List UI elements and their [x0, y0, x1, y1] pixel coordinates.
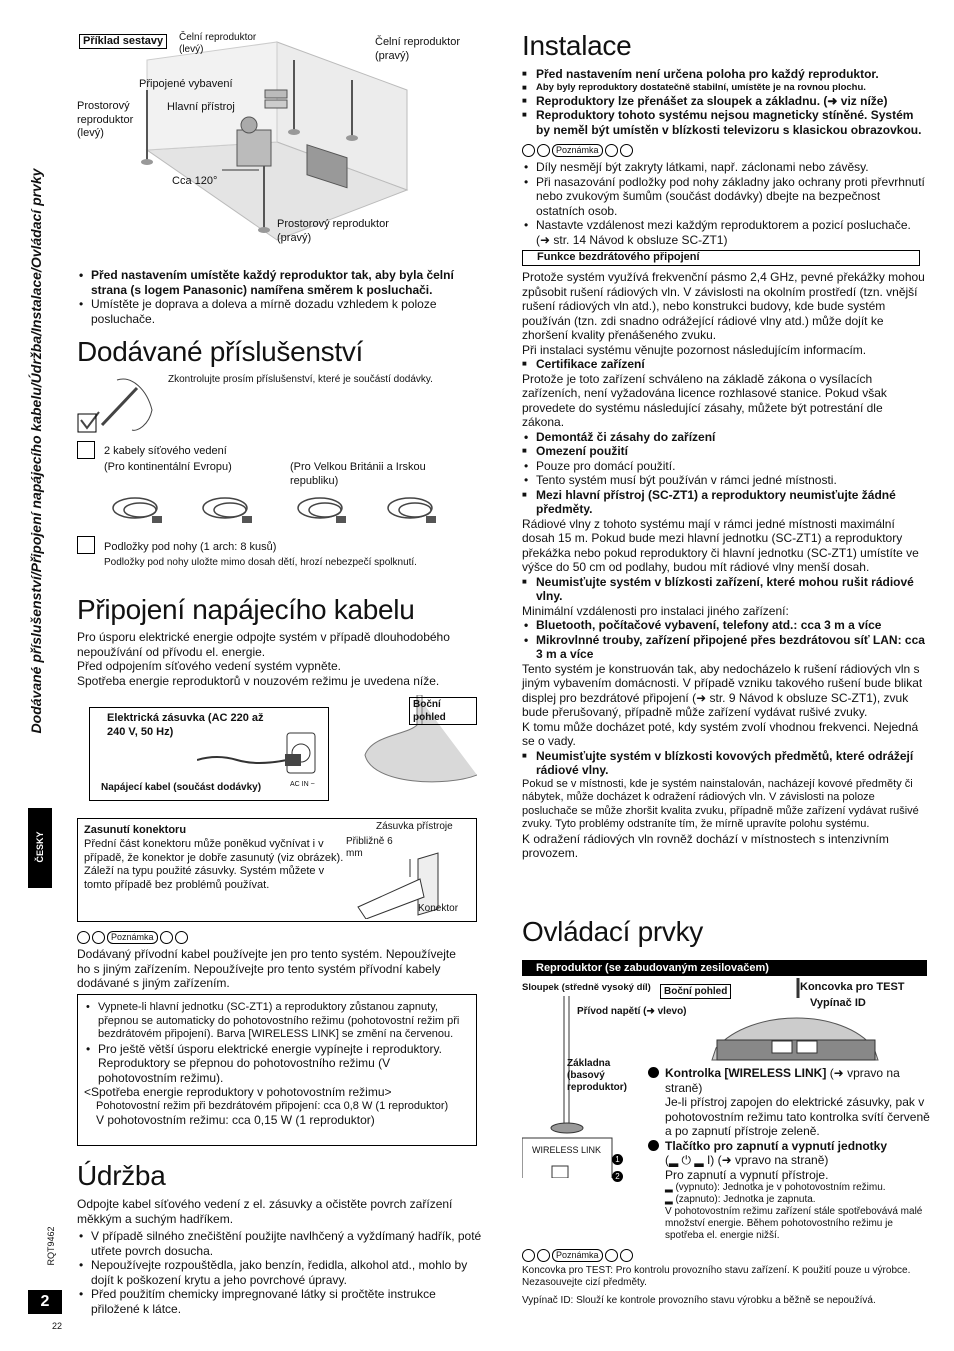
control-1-ref: (➜ vpravo na straně) — [665, 1066, 900, 1095]
power-intro — [77, 630, 477, 688]
approx-label: Přibližně 6 mm — [346, 836, 393, 859]
note-label: Poznámka — [107, 931, 158, 944]
surround-right-label: Prostorový reproduktor (pravý) — [277, 218, 389, 244]
control-2-heading: Tlačítko pro zapnutí a vypnutí jednotky — [665, 1138, 888, 1153]
connected-equipment-label: Připojené vybavení — [139, 78, 233, 90]
side-tab — [0, 0, 63, 1351]
insert-text: Přední část konektoru může poněkud vyčnívat i v případě, že konektor je dobře zasunutý (viz obrázek). Záleží na typu použité zásuvky. Systém můžete v tomto případě bez problémů používat. — [84, 838, 344, 891]
example-setup — [77, 30, 487, 260]
wireless-box-title: Funkce bezdrátového připojení — [522, 250, 920, 266]
ac-in-label: AC IN ~ — [290, 781, 315, 788]
controls-descriptions — [648, 1066, 930, 1242]
controls-side-view-label: Boční pohled — [660, 984, 731, 999]
standby-wireless: Pohotovostní režim při bezdrátovém připojení: cca 0,8 W (1 reproduktor) — [96, 1099, 449, 1112]
maintenance-bullet-3: • Před použitím chemicky impregnované látky si pročtěte instrukce přiložené k látce. — [77, 1287, 482, 1316]
controls-note-tag — [522, 1248, 633, 1262]
power-in-label: Přívod napětí (➜ vlevo) — [577, 1006, 687, 1017]
language-label: ČESKY — [35, 831, 45, 863]
control-1 — [648, 1066, 930, 1139]
wireless-body — [522, 270, 927, 861]
note-circle — [537, 144, 550, 157]
insert-title: Zasunutí konektoru — [84, 824, 187, 836]
cert-bullet: • Demontáž či zásahy do zařízení — [522, 430, 927, 445]
page-small: 22 — [52, 1321, 63, 1331]
power-note-tag — [77, 930, 188, 944]
continental-label: (Pro kontinentální Evropu) — [104, 461, 232, 473]
note-label: Poznámka — [552, 144, 603, 157]
cable-illustration — [197, 750, 307, 770]
metal-heading: ■ Neumisťujte systém v blízkosti kovových předmětů, které odrážejí rádiové vlny. — [522, 749, 927, 778]
metal-text-2: K odražení rádiových vln rovněž dochází v místnostech s intenzivním provozem. — [522, 831, 889, 860]
control-2-ref: (▂ ⏻ ▂ I) (➜ vpravo na straně) — [665, 1153, 829, 1167]
cables-label: 2 kabely síťového vedení — [104, 445, 227, 457]
controls-title: Ovládací prvky — [522, 916, 703, 947]
note-circle — [92, 931, 105, 944]
power-p1: Pro úsporu elektrické energie odpojte systém v případě dlouhodobého nepoužívání od přívodu el. energie. — [77, 630, 450, 659]
pads-warning: Podložky pod nohy uložte mimo dosah dětí, hrozí nebezpečí spolknutí. — [104, 557, 417, 568]
note-circle — [537, 1249, 550, 1262]
example-notes — [77, 268, 482, 326]
power-diagram — [77, 695, 477, 810]
install-note-1: • Díly nesmějí být zakryty látkami, např. záclonami nebo závěsy. — [522, 160, 927, 175]
design-text: Tento systém je konstruován tak, aby nedocházelo k rušení rádiových vln s jiným vybavením domácnosti. V případě vzniku takového rušení bude blikat displej pro bezdrátové připojení (➜ str. 9 Návod k obsluze SC-ZT1), zvuk bude přerušovaný, případně může zařízení vydávat rušivé zvuky. — [522, 661, 923, 719]
note-circle — [522, 144, 535, 157]
example-bullet-1: • Před nastavením umístěte každý reproduktor tak, aby byla čelní strana (s logem Panasonic) namířena směrem k posluchači. — [77, 268, 482, 297]
control-2-note: V pohotovostním režimu zařízení stále spotřebovává malé množství energie. Během pohotovostního režimu je spotřeba el. energie nižší. — [665, 1206, 923, 1241]
install-note-3: • Nastavte vzdálenost mezi každým reproduktorem a pozicí posluchače. (➜ str. 14 Návod k obsluze SC-ZT1) — [522, 218, 927, 247]
power-p3: Spotřeba energie reproduktorů v nouzovém režimu je uvedena níže. — [77, 673, 440, 688]
power-p2: Před odpojením síťového vedení systém vypněte. — [77, 659, 341, 673]
doc-code: RQT9462 — [46, 1226, 56, 1266]
callout-1: 1 — [612, 1154, 623, 1165]
page-number: 2 — [28, 1290, 62, 1314]
side-view-label: Boční pohled — [409, 697, 477, 725]
pen-icon — [77, 370, 167, 440]
main-unit-label: Hlavní přístroj — [167, 101, 235, 113]
note-label: Poznámka — [552, 1249, 603, 1262]
install-note-list — [522, 160, 927, 247]
cert-heading: ■ Certifikace zařízení — [522, 357, 927, 372]
install-item-2: ■ Reproduktory lze přenášet za sloupek a základnu. (➜ viz níže) — [522, 94, 927, 109]
maintenance-bullet-2: • Nepoužívejte rozpouštědla, jako benzín, ředidla, alkohol atd., mohlo by dojít k poškození krytu a jeho povrchové úpravy. — [77, 1258, 482, 1287]
wireless-link-label: WIRELESS LINK — [532, 1145, 602, 1155]
note-circle — [620, 1249, 633, 1262]
surround-left-label: Prostorový reproduktor (levý) — [77, 100, 134, 139]
power-cables-illustration — [100, 488, 460, 532]
install-item-1b: ■ Aby byly reproduktory dostatečně stabilní, umístěte je na rovnou plochu. — [522, 82, 927, 94]
pads-label: Podložky pod nohy (1 arch: 8 kusů) — [104, 541, 277, 553]
socket-label: Zásuvka přístroje — [376, 821, 453, 832]
control-2-text: Pro zapnutí a vypnutí přístroje. — [665, 1167, 829, 1182]
limit-heading: ■ Omezení použití — [522, 444, 927, 459]
power-note-text: Dodávaný přívodní kabel používejte jen pro tento systém. Nepoužívejte ho s jiným zařízením. Nepoužívejte pro tento systém přívodní kabely dodávané s jiným zařízením. — [77, 947, 456, 990]
standby-normal: V pohotovostním režimu: cca 0,15 W (1 reproduktor) — [96, 1113, 375, 1127]
install-main-list — [522, 67, 927, 137]
accessories-title: Dodávané příslušenství — [77, 336, 364, 367]
front-left-label: Čelní reproduktor (levý) — [179, 32, 257, 55]
obstacle-heading: ■ Mezi hlavní přístroj (SC-ZT1) a reproduktory neumisťujte žádné předměty. — [522, 488, 927, 517]
install-title: Instalace — [522, 30, 632, 61]
control-1-text: Je-li přístroj zapojen do elektrické zásuvky, pak v pohotovostním režimu tato kontrolka svítí červeně a po zapnutí přístroje zeleně. — [665, 1095, 930, 1138]
maintenance-bullet-1: • V případě silného znečištění použijte navlhčený a vyždímaný hadřík, poté utřete povrch dosucha. — [77, 1229, 482, 1258]
pads-checkbox[interactable] — [77, 536, 95, 554]
install-note-2: • Při nasazování podložky pod nohy základny jako ochrany proti převrhnutí nebo zvukovým šumům (součást dodávky) dbejte na bezpečnost ostatních osob. — [522, 175, 927, 219]
note-circle — [160, 931, 173, 944]
callout-2-icon — [648, 1140, 659, 1151]
note-circle — [175, 931, 188, 944]
test-terminal-label: Koncovka pro TEST — [800, 981, 905, 993]
maintenance-list — [77, 1229, 482, 1316]
maintenance-intro: Odpojte kabel síťového vedení z el. zásuvky a očistěte povrch zařízení měkkým a suchým hadříkem. — [77, 1197, 453, 1226]
install-item-3: ■ Reproduktory tohoto systému nejsou magneticky stíněné. Systém by neměl být umístěn v blízkosti televizoru s klasickou obrazovkou. — [522, 108, 927, 137]
id-switch-label: Vypínač ID — [810, 997, 866, 1009]
note-circle — [605, 144, 618, 157]
cables-checkbox[interactable] — [77, 441, 95, 459]
nearby-heading: ■ Neumisťujte systém v blízkosti zařízení, které mohou rušit rádiové vlny. — [522, 575, 927, 604]
note-circle — [522, 1249, 535, 1262]
callout-1-icon — [648, 1067, 659, 1078]
obstacle-text: Rádiové vlny z tohoto systému mají v rámci jedné místnosti maximální dosah 15 m. Pokud bude mezi hlavní jednotku (SC-ZT1) a reproduktory překážka nebo pokud reproduktory či hlavní jednotku (SC-ZT1) umístíte ve výšce do 50 cm od podlahy, budou mít rádiové vlny menší dosah. — [522, 516, 919, 574]
limit-bullet-2: • Tento systém musí být používán v rámci jedné místnosti. — [522, 473, 927, 488]
connector-insert-box — [77, 818, 477, 922]
install-item-1: ■ Před nastavením není určena poloha pro každý reproduktor. — [522, 67, 927, 82]
controls-bar: Reproduktor (se zabudovaným zesilovačem) — [522, 960, 927, 976]
language-tab — [28, 808, 52, 888]
design-text-2: K tomu může docházet poté, kdy systém zvolí vhodnou frekvenci. Nejedná se o vady. — [522, 719, 919, 748]
power-title: Připojení napájecího kabelu — [77, 594, 415, 625]
control-2-off: ▂ (vypnuto): Jednotka je v pohotovostním režimu. — [665, 1182, 886, 1193]
standby-bullet-1: • Vypnete-li hlavní jednotku (SC-ZT1) a reproduktory zůstanou zapnuty, přepnou se automaticky do pohotovostního režimu (pohotovostní režim při bezdrátovém připojení). Barva [WIRELESS LINK] se změní na červenou. — [84, 1001, 470, 1042]
standby-box — [77, 994, 477, 1146]
control-2 — [648, 1139, 930, 1243]
note-circle — [77, 931, 90, 944]
cert-text: Protože je toto zařízení schváleno na základě zákona o vysílacích zařízeních, není vyžadována licence rozhlasové stanice. Pokud však provedete do systému následující zásahy, můžete být potrestání dle zákona. — [522, 371, 887, 429]
wireless-p2: Při instalaci systému věnujte pozornost následujícím informacím. — [522, 342, 867, 357]
control-2-on: ▂ (zapnuto): Jednotka je zapnuta. — [665, 1194, 816, 1205]
side-vertical-title: Dodávané příslušenství/Připojení napájecího kabelu/Údržba/Instalace/Ovládací prvky — [28, 168, 44, 734]
connector-label: Konektor — [418, 903, 459, 914]
limit-bullet-1: • Pouze pro domácí použití. — [522, 459, 927, 474]
accessories-check-text: Zkontrolujte prosím příslušenství, které je součástí dodávky. — [168, 374, 433, 385]
install-note-tag — [522, 143, 633, 157]
example-bullet-2: • Umístěte je doprava a doleva a mírně dozadu vzhledem k poloze posluchače. — [77, 297, 482, 326]
pole-label: Sloupek (středně vysoký díl) — [522, 982, 651, 993]
cable-label: Napájecí kabel (součást dodávky) — [101, 782, 262, 793]
controls-note-id: Vypínač ID: Slouží ke kontrole provozního stavu výrobku a běžně se nepoužívá. — [522, 1295, 876, 1306]
control-1-heading: Kontrolka [WIRELESS LINK] — [665, 1066, 827, 1080]
wireless-p1: Protože systém využívá frekvenční pásmo 2,4 GHz, pevné překážky mohou způsobit rušení rádiových vln. V závislosti na okolním prostředí (tzn. vnější rušení rádiových vln atd.), nebo konstrukci budovy, kde bude systém používán (tzn. zdi snadno odrážející rádiové vlny atd.) může dojít ke zhoršení kvality přenášeného zvuku. — [522, 270, 925, 342]
example-label: Příklad sestavy — [79, 34, 167, 49]
nearby-bullet-1: • Bluetooth, počítačové vybavení, telefony atd.: cca 3 m a více — [522, 618, 927, 633]
nearby-text: Minimální vzdálenosti pro instalaci jiného zařízení: — [522, 603, 789, 618]
maintenance-title: Údržba — [77, 1160, 166, 1191]
front-right-label: Čelní reproduktor (pravý) — [375, 36, 460, 62]
angle-label: Cca 120° — [172, 175, 218, 187]
note-circle — [605, 1249, 618, 1262]
base-label: Základna (basový reproduktor) — [567, 1058, 627, 1093]
callout-2: 2 — [612, 1171, 623, 1182]
standby-bullet-2: • Pro ještě větší úsporu elektrické energie vypínejte i reproduktory. Reproduktory se přepnou do pohotovostního režimu (V pohotovostním režimu). — [84, 1042, 470, 1086]
metal-text: Pokud se v místnosti, kde je systém nainstalován, nacházejí kovové předměty či nábytek, může docházet k odražení rádiových vln. V závislosti na poloze posluchače se může zhoršit kvalita zvuku, případně může zařízení vydávat rušivé zvuky. Tyto problémy odstraníte tím, že mírně upravíte polohu systému. — [522, 777, 919, 830]
nearby-bullet-2: • Mikrovlnné trouby, zařízení připojené přes bezdrátovou síť LAN: cca 3 m a více — [522, 633, 927, 662]
outlet-label: Elektrická zásuvka (AC 220 až 240 V, 50 Hz) — [107, 712, 264, 738]
controls-note-test: Koncovka pro TEST: Pro kontrolu provozního stavu zařízení. K použití pouze u výrobce. Nezasouvejte cizí předměty. — [522, 1265, 911, 1288]
note-circle — [620, 144, 633, 157]
uk-label: (Pro Velkou Británii a Irskou republiku) — [290, 461, 426, 487]
standby-heading: <Spotřeba energie reproduktory v pohotovostním režimu> — [84, 1085, 392, 1099]
